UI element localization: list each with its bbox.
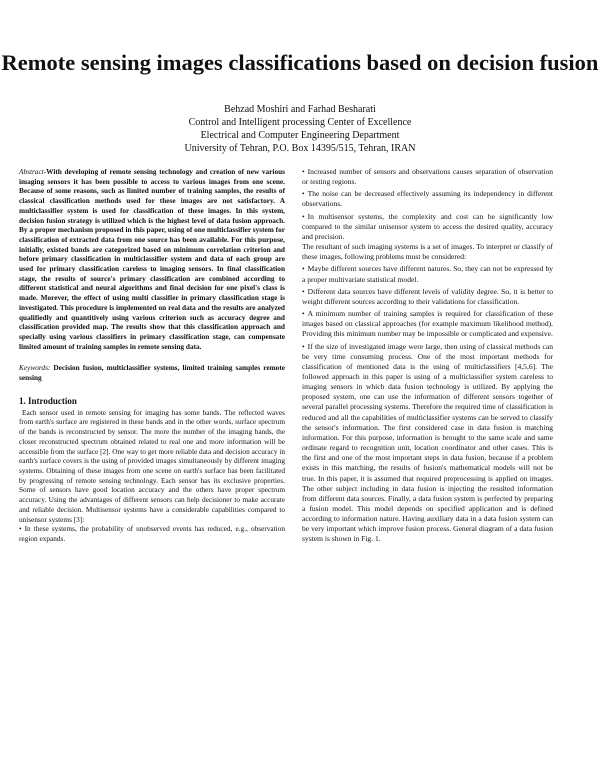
abstract [19,167,285,351]
author-block [0,103,600,155]
author-names: Behzad Moshiri and Farhad Besharati [224,104,376,115]
affiliation-line: Control and Intelligent processing Center of Excellence [188,117,412,128]
left-column [19,167,285,544]
abstract-label: Abstract [19,167,44,176]
resultant-paragraph: The resultant of such imaging systems is a set of images. To interpret or classify of these images, following problems must be considered: [302,242,553,262]
affiliation-line: University of Tehran, P.O. Box 14395/515, Tehran, IRAN [184,143,416,154]
bullet-item: • Different data sources have different levels of validity degree. So, it is better to weight different sources according to their validations for classification. [302,287,553,307]
bullet-item: • If the size of investigated image were large, then using of classical methods can be very time consuming process. One of the most important methods for classification of mentioned data is the using of multiclassifiers [4,5,6]. The followed approach in this paper is using of a multiclassifier system careless to imaging sensors in which data fusion technology is utilized. By applying the proposed system, one can use the information of different sensors together of several parallel processing systems. Therefore the required time of classification is reduced and all the capabilities of multiclassifier systems can be served to classify the sensor's information. The first considered case in data fusion is matching information. For this purpose, information is brought to the same scale and same ordinate regard to recognition unit, location coordinator and other cases. This is the first and one of the most important steps in data fusion, because if a problem exists in this matching, the results of fusion's mathematical models will not be true. In this paper, it is assumed that required preprocessing is applied on images. The other subject including in data fusion is injecting the resulted information from different data sources. Finally, a data fusion system is perfected by preparing a fusion model. This model depends on specified application and is defined according to information nature. Having auxiliary data in a data fusion system can be very important which improve fusion process. General diagram of a data fusion system is shown in Fig. 1. [302,342,553,545]
abstract-text: -With developing of remote sensing technology and creation of new various imaging sensors it has been possible to access to various images from one scene. Because of some reasons, such as limited number of training samples, the results of classical classification methods used for these images are not satisfactory. A multiclassifier system is used for classification of these images. In this system, decision fusion strategy is utilized which is the highest level of data fusion approach. By a proper mechanism proposed in this paper, using of one multiclassifier system for classification of extracted data from one source has been available. For this purpose, initially, existed bands are categorized based on minimum correlation criterion and before primary classification in multiclassifier system and data of each group are used for primary classification careless to imaging sensors. In final classification stage, the results of source's primary classification are combined according to different statistical and neural algorithms and final decision for one pixel's class is made. Morever, the effect of using multi classifier in primary classification stage is investigated. This procedure is implemented on real data and the results are analyzed qualifiedly and quantitively using various criterion such as accuracy degree and classification provided map. The results show that this classification approach and specially using various classifiers in primary classification stage, can compensate limited amount of training samples in remote sensing data. [19,167,285,351]
right-column [302,167,553,545]
affiliation-line: Electrical and Computer Engineering Department [200,130,400,141]
section-heading-introduction: 1. Introduction [19,395,77,406]
keywords-label: Keywords: [19,363,51,373]
bullet-item: • Increased number of sensors and observations causes separation of observation or testing regions. [302,167,553,187]
keywords [19,363,285,382]
paper-title: Remote sensing images classifications based on decision fusion [1,50,599,75]
bullet-item: • The noise can be decreased effectively assuming its independency in different observations. [302,189,553,209]
intro-bullet: • In these systems, the probability of unobserved events has reduced, e.g., observation region expands. [19,524,285,543]
keywords-text: Decision fusion, multiclassifier systems, limited training samples remote sensing [19,363,285,383]
bullet-item: • A minimum number of training samples is required for classification of these images based on classical approaches (for example maximum likelihood method). Providing this minimum number may be impossible or complicated and expensive. [302,309,553,339]
intro-paragraph: Each sensor used in remote sensing for imaging has some bands. The reflected waves from earth's surface are registered in these bands and in the other words, surface spectrum of the bands is reconstructed by sensor. The more the number of the imaging bands, the closer reconstructed spectrum obtained related to real one and more information will be accessible from the surface [2]. One way to get more reliable data and decision accuracy in earth's surface covers is the using of provided images simultaneously by different imaging systems. Obtaining of these images from one scene on earth's surface has been facilitated by progressing of remote sensing technology. Each sensor has its exclusive properties. Some of sensors have good location accuracy and the others have proper spectrum accuracy. Using the advantages of different sensors can help decisioner to make accurate and reliable decision. Multisensor systems have a considerable capabilities compared to unisensor systems [3]: [19,407,285,524]
bullet-item: • Maybe different sources have different natures. So, they can not be expressed by a proper multivariate statistical model. [302,264,553,284]
bullet-item: • In multisensor systems, the complexity and cost can be significantly low compared to the similar unisensor system to access the desired quality, accuracy and precision. [302,212,553,242]
